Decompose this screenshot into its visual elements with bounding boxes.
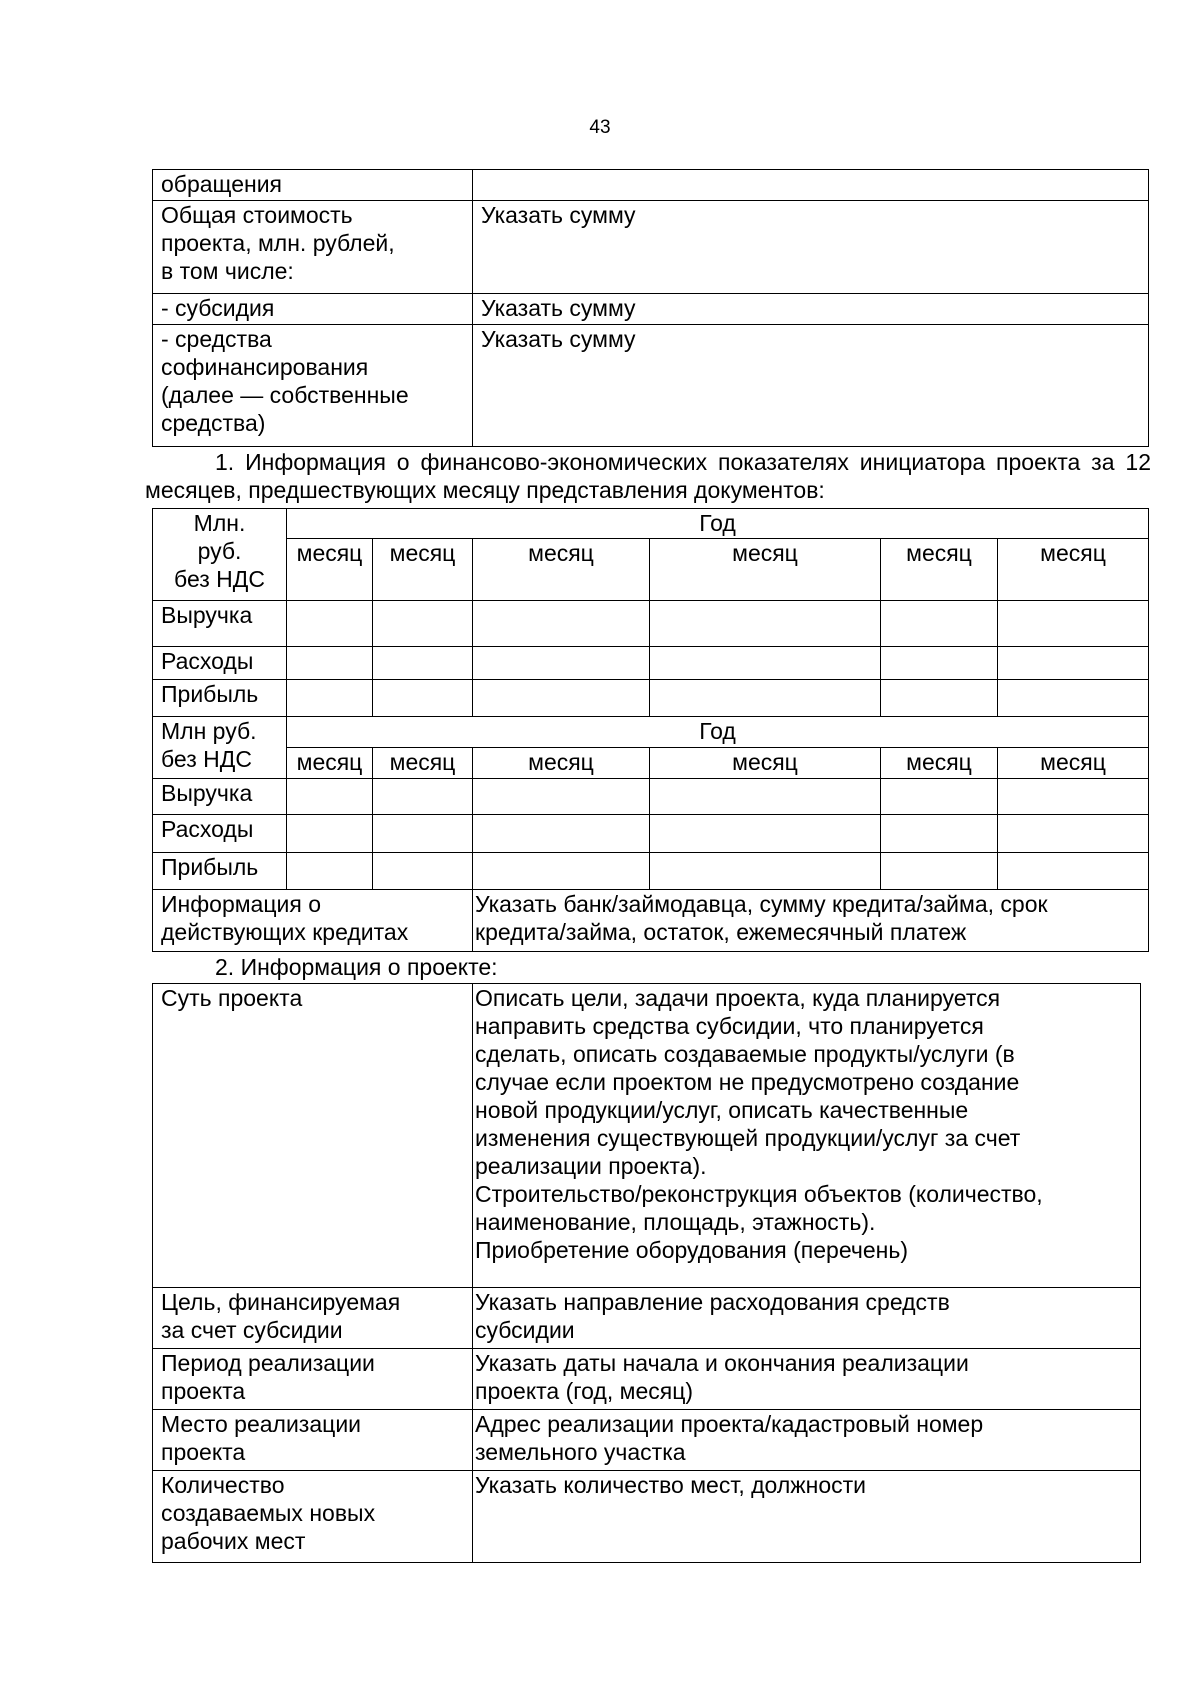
month-header: месяц [881, 539, 998, 601]
table-row [153, 748, 1149, 779]
cell-value: Указать сумму [473, 325, 1149, 447]
table-row [153, 890, 1149, 952]
project-cost-table [152, 169, 1149, 447]
cell-label: Количество создаваемых новых рабочих мест [153, 1471, 473, 1563]
table-row [153, 325, 1149, 447]
table-row [153, 853, 1149, 890]
cell-value: Указать даты начала и окончания реализации проекта (год, месяц) [473, 1349, 1141, 1410]
month-header: месяц [287, 748, 373, 779]
data-cell [881, 853, 998, 890]
data-cell [998, 779, 1149, 815]
cell-label: Место реализации проекта [153, 1410, 473, 1471]
data-cell [373, 815, 473, 853]
table-row [153, 294, 1149, 325]
month-header: месяц [373, 748, 473, 779]
data-cell [373, 601, 473, 647]
cell-label: Период реализации проекта [153, 1349, 473, 1410]
table-row [153, 717, 1149, 748]
table-row [153, 680, 1149, 717]
month-header: месяц [287, 539, 373, 601]
cell-value: Указать количество мест, должности [473, 1471, 1141, 1563]
data-cell [881, 680, 998, 717]
data-cell [998, 815, 1149, 853]
project-info-table [152, 983, 1141, 1563]
data-cell [473, 680, 650, 717]
data-cell [650, 647, 881, 680]
cell-label: Общая стоимость проекта, млн. рублей, в том числе: [153, 201, 473, 294]
data-cell [287, 815, 373, 853]
data-cell [650, 779, 881, 815]
cell-value [473, 170, 1149, 201]
table-row [153, 509, 1149, 539]
year-header: Год [287, 509, 1149, 539]
row-label: Выручка [153, 601, 287, 647]
section-1-heading: 1. Информация о финансово-экономических показателях инициатора проекта за 12 месяцев, предшествующих месяцу представления документов: [145, 449, 1151, 503]
data-cell [473, 779, 650, 815]
row-label: Прибыль [153, 853, 287, 890]
cell-value: Указать сумму [473, 294, 1149, 325]
cell-label: Суть проекта [153, 984, 473, 1288]
data-cell [287, 779, 373, 815]
data-cell [650, 853, 881, 890]
month-header: месяц [473, 748, 650, 779]
row-label: Расходы [153, 647, 287, 680]
data-cell [287, 680, 373, 717]
unit-header: Млн руб. без НДС [153, 717, 287, 779]
credits-label: Информация о действующих кредитах [153, 890, 473, 952]
cell-value: Адрес реализации проекта/кадастровый номер земельного участка [473, 1410, 1141, 1471]
data-cell [287, 647, 373, 680]
data-cell [373, 853, 473, 890]
financial-indicators-table [152, 508, 1149, 952]
year-header: Год [287, 717, 1149, 748]
page-number: 43 [589, 117, 611, 138]
data-cell [650, 601, 881, 647]
row-label: Прибыль [153, 680, 287, 717]
data-cell [998, 680, 1149, 717]
credits-value: Указать банк/займодавца, сумму кредита/займа, срок кредита/займа, остаток, ежемесячный платеж [473, 890, 1149, 952]
month-header: месяц [650, 539, 881, 601]
cell-value: Указать сумму [473, 201, 1149, 294]
month-header: месяц [998, 539, 1149, 601]
table-row [153, 1471, 1141, 1563]
table-row [153, 601, 1149, 647]
cell-value: Указать направление расходования средств субсидии [473, 1288, 1141, 1349]
data-cell [473, 853, 650, 890]
cell-label: Цель, финансируемая за счет субсидии [153, 1288, 473, 1349]
data-cell [881, 779, 998, 815]
table-row [153, 1410, 1141, 1471]
data-cell [473, 815, 650, 853]
data-cell [650, 815, 881, 853]
table-row [153, 647, 1149, 680]
table-row [153, 170, 1149, 201]
cell-label: обращения [153, 170, 473, 201]
table-row [153, 815, 1149, 853]
cell-value: Описать цели, задачи проекта, куда планируется направить средства субсидии, что планируется сделать, описать создаваемые продукты/услуги (в случае если проектом не предусмотрено создание новой продукции/услуг, описать качественные изменения существующей продукции/услуг за счет реализации проекта). Строительство/реконструкция объектов (количество, наименование, площадь, этажность). Приобретение оборудования (перечень) [473, 984, 1141, 1288]
month-header: месяц [373, 539, 473, 601]
cell-label: - субсидия [153, 294, 473, 325]
month-header: месяц [473, 539, 650, 601]
cell-label: - средства софинансирования (далее — собственные средства) [153, 325, 473, 447]
data-cell [998, 647, 1149, 680]
row-label: Расходы [153, 815, 287, 853]
table-row [153, 539, 1149, 601]
data-cell [373, 680, 473, 717]
data-cell [881, 601, 998, 647]
data-cell [473, 601, 650, 647]
unit-header: Млн. руб. без НДС [153, 509, 287, 601]
data-cell [998, 601, 1149, 647]
data-cell [287, 601, 373, 647]
table-row [153, 779, 1149, 815]
row-label: Выручка [153, 779, 287, 815]
table-row [153, 201, 1149, 294]
data-cell [373, 647, 473, 680]
month-header: месяц [998, 748, 1149, 779]
data-cell [881, 647, 998, 680]
data-cell [881, 815, 998, 853]
data-cell [287, 853, 373, 890]
table-row [153, 1349, 1141, 1410]
data-cell [998, 853, 1149, 890]
table-row [153, 1288, 1141, 1349]
month-header: месяц [881, 748, 998, 779]
data-cell [473, 647, 650, 680]
table-row [153, 984, 1141, 1288]
section-2-heading: 2. Информация о проекте: [215, 954, 498, 980]
data-cell [373, 779, 473, 815]
month-header: месяц [650, 748, 881, 779]
data-cell [650, 680, 881, 717]
